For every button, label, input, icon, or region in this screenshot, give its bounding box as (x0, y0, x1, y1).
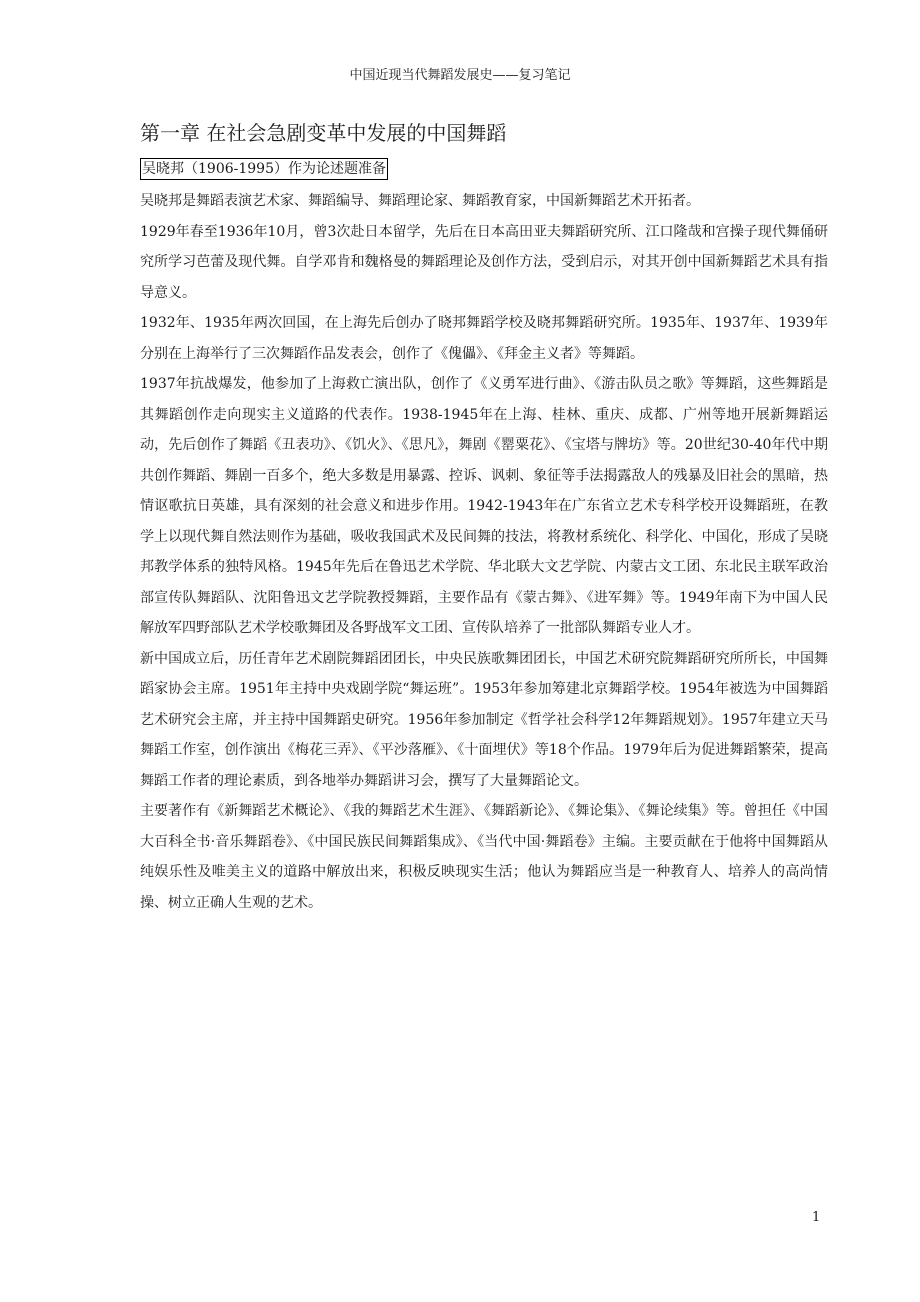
paragraph-war-period: 1937年抗战爆发，他参加了上海救亡演出队，创作了《义勇军进行曲》、《游击队员之歌》等舞蹈，这些舞蹈是其舞蹈创作走向现实主义道路的代表作。1938-1945年在上海、桂林、重庆、成都、广州等地开展新舞蹈运动，先后创作了舞蹈《丑表功》、《饥火》、《思凡》，舞剧《罂粟花》、《宝塔与牌坊》等。20世纪30-40年代中期共创作舞蹈、舞剧一百多个，绝大多数是用暴露、控诉、讽刺、象征等手法揭露敌人的残暴及旧社会的黑暗，热情讴歌抗日英雄，具有深刻的社会意义和进步作用。1942-1943年在广东省立艺术专科学校开设舞蹈班，在教学上以现代舞自然法则作为基础，吸收我国武术及民间舞的技法，将教材系统化、科学化、中国化，形成了吴晓邦教学体系的独特风格。1945年先后在鲁迅艺术学院、华北联大文艺学院、内蒙古文工团、东北民主联军政治部宣传队舞蹈队、沈阳鲁迅文艺学院教授舞蹈，主要作品有《蒙古舞》、《进军舞》等。1949年南下为中国人民解放军四野部队艺术学校歌舞团及各野战军文工团、宣传队培养了一批部队舞蹈专业人才。 (140, 376, 828, 636)
paragraph-new-china: 新中国成立后，历任青年艺术剧院舞蹈团团长，中央民族歌舞团团长，中国艺术研究院舞蹈研究所所长，中国舞蹈家协会主席。1951年主持中央戏剧学院“舞运班”。1953年参加筹建北京舞蹈学校。1954年被选为中国舞蹈艺术研究会主席，并主持中国舞蹈史研究。1956年参加制定《哲学社会科学12年舞蹈规划》。1957年建立天马舞蹈工作室，创作演出《梅花三弄》、《平沙落雁》、《十面埋伏》等18个作品。1979年后为促进舞蹈繁荣，提高舞蹈工作者的理论素质，到各地举办舞蹈讲习会，撰写了大量舞蹈论文。 (140, 650, 828, 789)
paragraph-intro: 吴晓邦是舞蹈表演艺术家、舞蹈编导、舞蹈理论家、舞蹈教育家，中国新舞蹈艺术开拓者。 (140, 193, 700, 209)
section-heading-box: 吴晓邦（1906-1995）作为论述题准备 (140, 158, 388, 180)
page-content (140, 118, 828, 918)
paragraph-works-contributions: 主要著作有《新舞蹈艺术概论》、《我的舞蹈艺术生涯》、《舞蹈新论》、《舞论集》、《舞论续集》等。曾担任《中国大百科全书·音乐舞蹈卷》、《中国民族民间舞蹈集成》、《当代中国·舞蹈卷》主编。主要贡献在于他将中国舞蹈从纯娱乐性及唯美主义的道路中解放出来，积极反映现实生活；他认为舞蹈应当是一种教育人、培养人的高尚情操、树立正确人生观的艺术。 (140, 803, 828, 911)
paragraph-study-abroad: 1929年春至1936年10月，曾3次赴日本留学，先后在日本高田亚夫舞蹈研究所、江口隆哉和宫操子现代舞俑研究所学习芭蕾及现代舞。自学邓肯和魏格曼的舞蹈理论及创作方法，受到启示，对其开创中国新舞蹈艺术具有指导意义。 (140, 223, 828, 301)
page-number: 1 (812, 1210, 821, 1225)
running-header: 中国近现当代舞蹈发展史——复习笔记 (349, 68, 571, 83)
chapter-title: 第一章 在社会急剧变革中发展的中国舞蹈 (140, 121, 507, 145)
paragraph-return-shanghai: 1932年、1935年两次回国，在上海先后创办了晓邦舞蹈学校及晓邦舞蹈研究所。1935年、1937年、1939年分别在上海举行了三次舞蹈作品发表会，创作了《傀儡》、《拜金主义者》等舞蹈。 (140, 315, 828, 362)
